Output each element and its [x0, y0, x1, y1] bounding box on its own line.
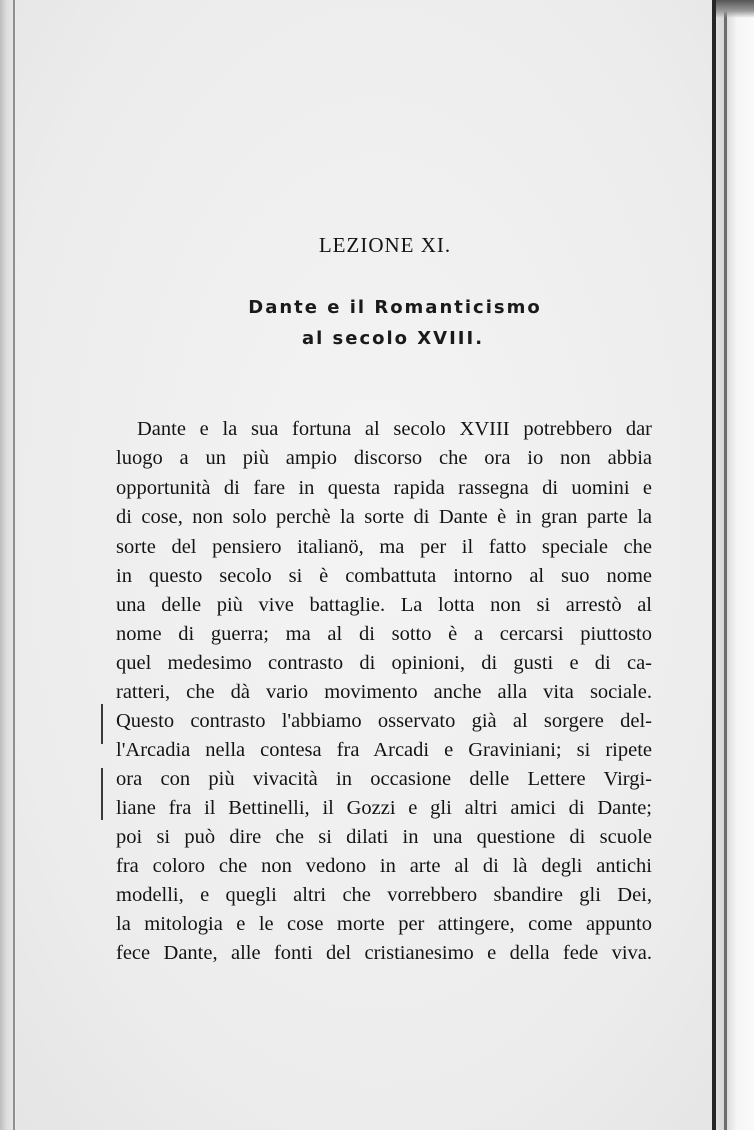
page-gutter-left — [0, 0, 16, 1130]
paragraph-line: ora con più vivacità in occasione delle Lettere Virgi- — [116, 768, 652, 790]
margin-pencil-mark — [101, 768, 103, 820]
margin-pencil-mark — [101, 704, 103, 744]
page-edge-shadow — [712, 0, 716, 1130]
paragraph-line: liane fra il Bettinelli, il Gozzi e gli altri amici di Dante; — [116, 797, 652, 819]
paragraph-line: poi si può dire che si dilati in una questione di scuole — [116, 826, 652, 848]
paragraph-line: sorte del pensiero italianö, ma per il fatto speciale che — [116, 536, 652, 558]
page-edge-top-shadow — [716, 0, 754, 18]
lesson-subtitle-line-2: al secolo XVIII. — [301, 328, 485, 349]
page-edge-right — [712, 0, 754, 1130]
paragraph-line: ratteri, che dà vario movimento anche alla vita sociale. — [116, 681, 652, 703]
paragraph-line: in questo secolo si è combattuta intorno al suo nome — [116, 565, 652, 587]
paragraph-line: quel medesimo contrasto di opinioni, di gusti e di ca- — [116, 652, 652, 674]
paragraph-line: modelli, e quegli altri che vorrebbero sbandire gli Dei, — [116, 884, 652, 906]
paragraph-line: l'Arcadia nella contesa fra Arcadi e Graviniani; si ripete — [116, 739, 652, 761]
lesson-heading: LEZIONE XI. — [318, 233, 452, 257]
paragraph-line: Questo contrasto l'abbiamo osservato già al sorgere del- — [116, 710, 652, 732]
page-edge-line — [724, 0, 727, 1130]
paragraph-line: Dante e la sua fortuna al secolo XVIII potrebbero dar — [137, 418, 652, 440]
paragraph-line: fece Dante, alle fonti del cristianesimo e della fede viva. — [116, 942, 652, 964]
paragraph-line: una delle più vive battaglie. La lotta non si arrestò al — [116, 594, 652, 616]
paragraph-line: opportunità di fare in questa rapida rassegna di uomini e — [116, 477, 652, 499]
lesson-subtitle-line-1: Dante e il Romanticismo — [248, 297, 542, 318]
paragraph-line: luogo a un più ampio discorso che ora io non abbia — [116, 447, 652, 469]
paragraph-line: di cose, non solo perchè la sorte di Dante è in gran parte la — [116, 506, 652, 528]
paragraph-line: fra coloro che non vedono in arte al di là degli antichi — [116, 855, 652, 877]
paragraph-line: nome di guerra; ma al di sotto è a cercarsi piuttosto — [116, 623, 652, 645]
paragraph-line: la mitologia e le cose morte per attingere, come appunto — [116, 913, 652, 935]
